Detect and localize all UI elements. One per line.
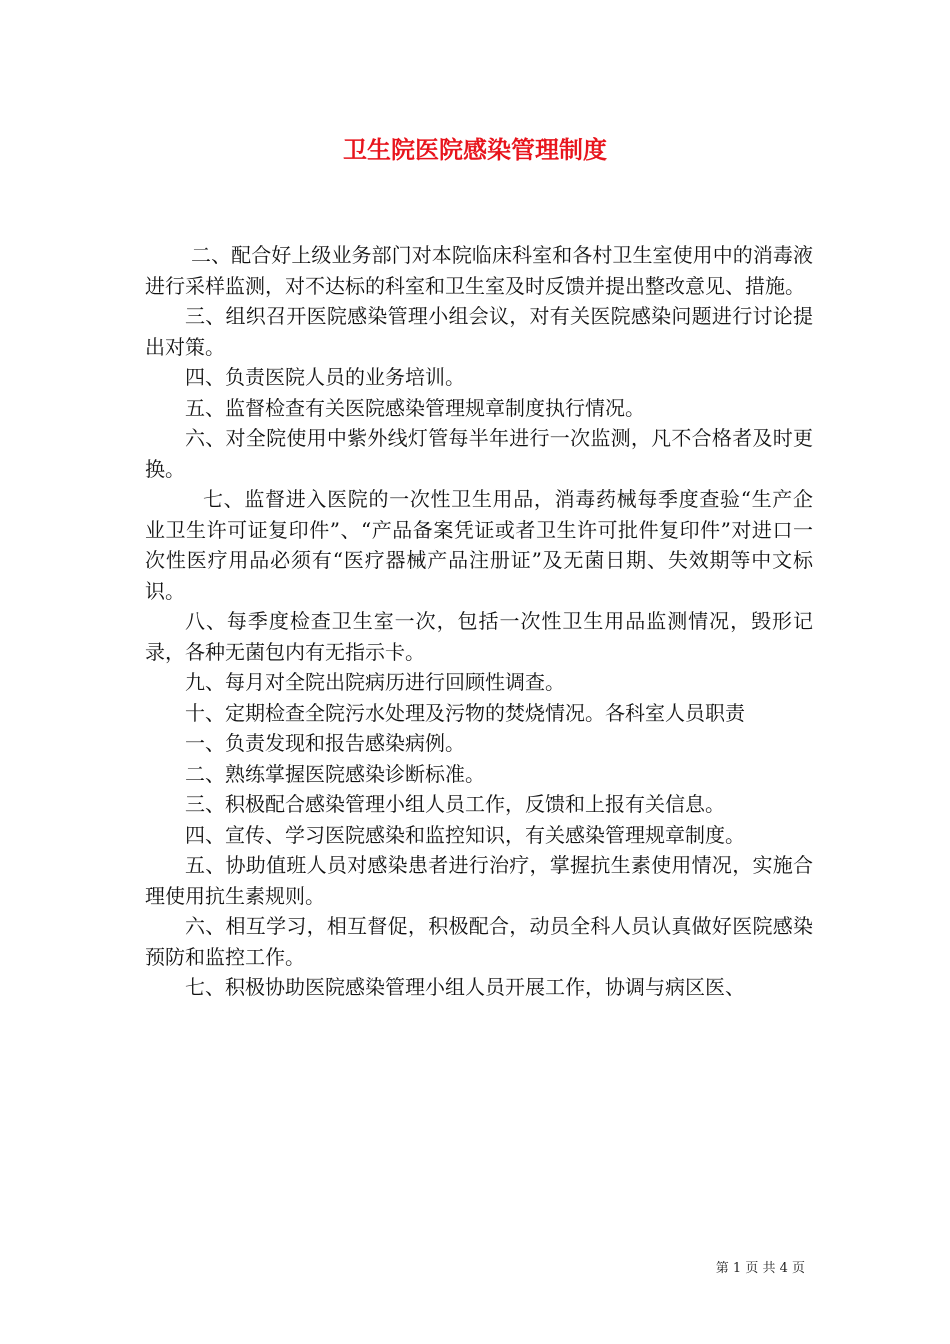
paragraph: 四、宣传、学习医院感染和监控知识，有关感染管理规章制度。 <box>185 822 745 847</box>
page-number-footer: 第 1 页 共 4 页 <box>715 1261 805 1276</box>
paragraph: 三、积极配合感染管理小组人员工作，反馈和上报有关信息。 <box>185 792 725 816</box>
paragraph: 六、对全院使用中紫外线灯管每半年进行一次监测，凡不合格者及时更换。 <box>145 426 813 481</box>
paragraph: 三、组织召开医院感染管理小组会议，对有关医院感染问题进行讨论提出对策。 <box>145 304 813 359</box>
paragraph: 二、配合好上级业务部门对本院临床科室和各村卫生室使用中的消毒液进行采样监测，对不达标的科室和卫生室及时反馈并提出整改意见、措施。 <box>145 243 813 298</box>
paragraph: 七、监督进入医院的一次性卫生用品，消毒药械每季度查验“生产企业卫生许可证复印件”、“产品备案凭证或者卫生许可批件复印件”对进口一次性医疗用品必须有“医疗器械产品注册证”及无菌日期、失效期等中文标识。 <box>145 487 813 603</box>
paragraph: 九、每月对全院出院病历进行回顾性调查。 <box>185 670 565 694</box>
document-title: 卫生院医院感染管理制度 <box>343 135 607 164</box>
paragraph: 二、熟练掌握医院感染诊断标准。 <box>185 761 485 786</box>
paragraph: 十、定期检查全院污水处理及污物的焚烧情况。各科室人员职责 <box>185 700 745 725</box>
paragraph: 六、相互学习，相互督促，积极配合，动员全科人员认真做好医院感染预防和监控工作。 <box>145 914 813 969</box>
paragraph: 四、负责医院人员的业务培训。 <box>185 365 465 389</box>
paragraph: 一、负责发现和报告感染病例。 <box>185 731 465 755</box>
paragraph: 五、监督检查有关医院感染管理规章制度执行情况。 <box>185 395 645 420</box>
paragraph: 八、每季度检查卫生室一次，包括一次性卫生用品监测情况，毁形记录，各种无菌包内有无指示卡。 <box>145 609 813 664</box>
paragraph: 五、协助值班人员对感染患者进行治疗，掌握抗生素使用情况，实施合理使用抗生素规则。 <box>145 853 813 908</box>
document-body <box>145 240 813 1003</box>
paragraph: 七、积极协助医院感染管理小组人员开展工作，协调与病区医、 <box>185 975 745 999</box>
